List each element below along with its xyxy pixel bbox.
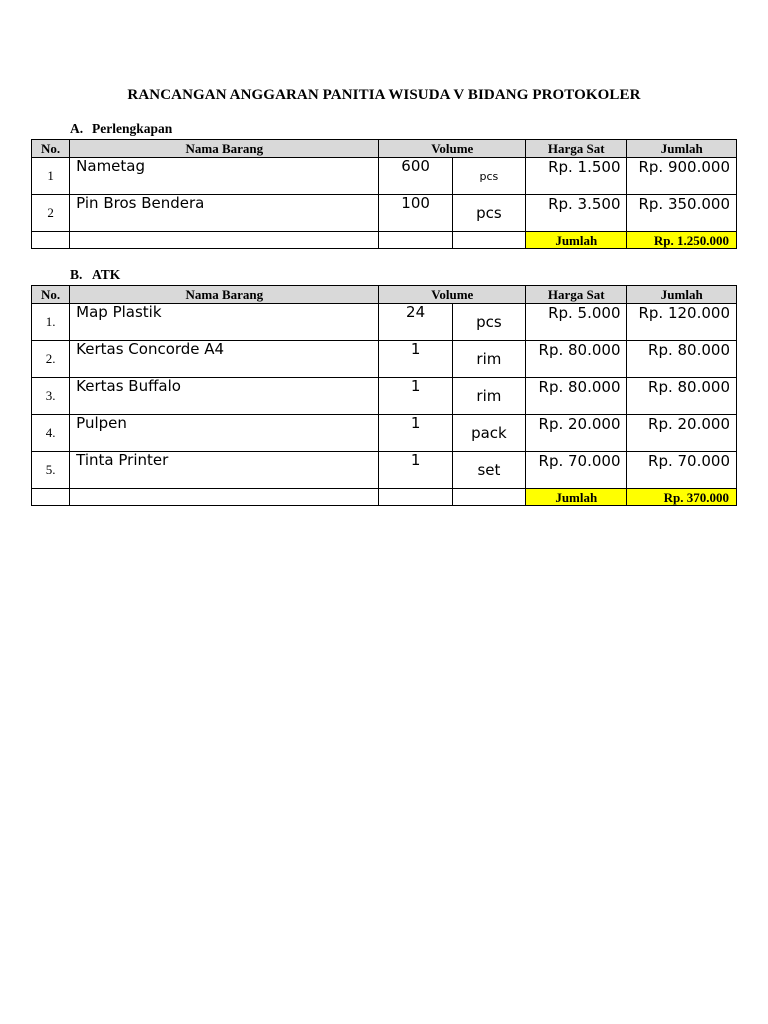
section-heading-atk <box>70 267 120 283</box>
sum-value: Rp. 1.250.000 <box>627 232 737 249</box>
row-no: 4. <box>32 415 70 452</box>
empty-cell <box>32 232 70 249</box>
row-no: 3. <box>32 378 70 415</box>
table-row <box>32 415 737 452</box>
row-price: Rp. 3.500 <box>526 195 627 232</box>
row-no: 1 <box>32 158 70 195</box>
row-total: Rp. 900.000 <box>627 158 737 195</box>
table-row <box>32 158 737 195</box>
row-total: Rp. 350.000 <box>627 195 737 232</box>
empty-cell <box>70 489 379 506</box>
table-header-row <box>32 286 737 304</box>
table-header-row <box>32 140 737 158</box>
row-price: Rp. 80.000 <box>526 341 627 378</box>
row-price: Rp. 5.000 <box>526 304 627 341</box>
section-heading-perlengkapan <box>70 121 172 137</box>
row-qty: 100 <box>379 195 452 232</box>
row-qty: 600 <box>379 158 452 195</box>
row-no: 2 <box>32 195 70 232</box>
row-name: Kertas Concorde A4 <box>70 341 379 378</box>
table-row <box>32 195 737 232</box>
row-price: Rp. 20.000 <box>526 415 627 452</box>
header-no: No. <box>32 286 70 304</box>
row-name: Pin Bros Bendera <box>70 195 379 232</box>
header-volume: Volume <box>379 286 526 304</box>
header-price: Harga Sat <box>526 286 627 304</box>
sum-value: Rp. 370.000 <box>627 489 737 506</box>
table-atk <box>31 285 737 506</box>
section-title: ATK <box>92 267 121 282</box>
row-unit: set <box>452 452 525 489</box>
row-no: 1. <box>32 304 70 341</box>
empty-cell <box>32 489 70 506</box>
empty-cell <box>70 232 379 249</box>
row-name: Nametag <box>70 158 379 195</box>
row-unit: pack <box>452 415 525 452</box>
row-price: Rp. 70.000 <box>526 452 627 489</box>
table-perlengkapan <box>31 139 737 249</box>
row-qty: 24 <box>379 304 452 341</box>
row-no: 5. <box>32 452 70 489</box>
header-total: Jumlah <box>627 140 737 158</box>
row-total: Rp. 120.000 <box>627 304 737 341</box>
row-qty: 1 <box>379 415 452 452</box>
row-total: Rp. 80.000 <box>627 378 737 415</box>
row-qty: 1 <box>379 378 452 415</box>
row-total: Rp. 20.000 <box>627 415 737 452</box>
row-unit: pcs <box>452 158 525 195</box>
header-total: Jumlah <box>627 286 737 304</box>
header-price: Harga Sat <box>526 140 627 158</box>
row-name: Kertas Buffalo <box>70 378 379 415</box>
section-title: Perlengkapan <box>92 121 173 136</box>
row-qty: 1 <box>379 341 452 378</box>
row-unit: pcs <box>452 304 525 341</box>
row-name: Tinta Printer <box>70 452 379 489</box>
header-volume: Volume <box>379 140 526 158</box>
row-total: Rp. 80.000 <box>627 341 737 378</box>
row-price: Rp. 80.000 <box>526 378 627 415</box>
document-title: RANCANGAN ANGGARAN PANITIA WISUDA V BIDANG PROTOKOLER <box>127 87 641 103</box>
row-total: Rp. 70.000 <box>627 452 737 489</box>
sum-label: Jumlah <box>526 489 627 506</box>
sum-row <box>32 232 737 249</box>
header-name: Nama Barang <box>70 286 379 304</box>
section-letter: B. <box>70 267 83 282</box>
table-row <box>32 304 737 341</box>
row-qty: 1 <box>379 452 452 489</box>
empty-cell <box>379 232 452 249</box>
row-unit: rim <box>452 378 525 415</box>
table-row <box>32 452 737 489</box>
sum-label: Jumlah <box>526 232 627 249</box>
empty-cell <box>452 232 525 249</box>
row-no: 2. <box>32 341 70 378</box>
row-name: Pulpen <box>70 415 379 452</box>
header-no: No. <box>32 140 70 158</box>
section-letter: A. <box>70 121 84 136</box>
table-row <box>32 378 737 415</box>
row-name: Map Plastik <box>70 304 379 341</box>
sum-row <box>32 489 737 506</box>
header-name: Nama Barang <box>70 140 379 158</box>
empty-cell <box>379 489 452 506</box>
row-unit: rim <box>452 341 525 378</box>
row-unit: pcs <box>452 195 525 232</box>
empty-cell <box>452 489 525 506</box>
table-row <box>32 341 737 378</box>
row-price: Rp. 1.500 <box>526 158 627 195</box>
